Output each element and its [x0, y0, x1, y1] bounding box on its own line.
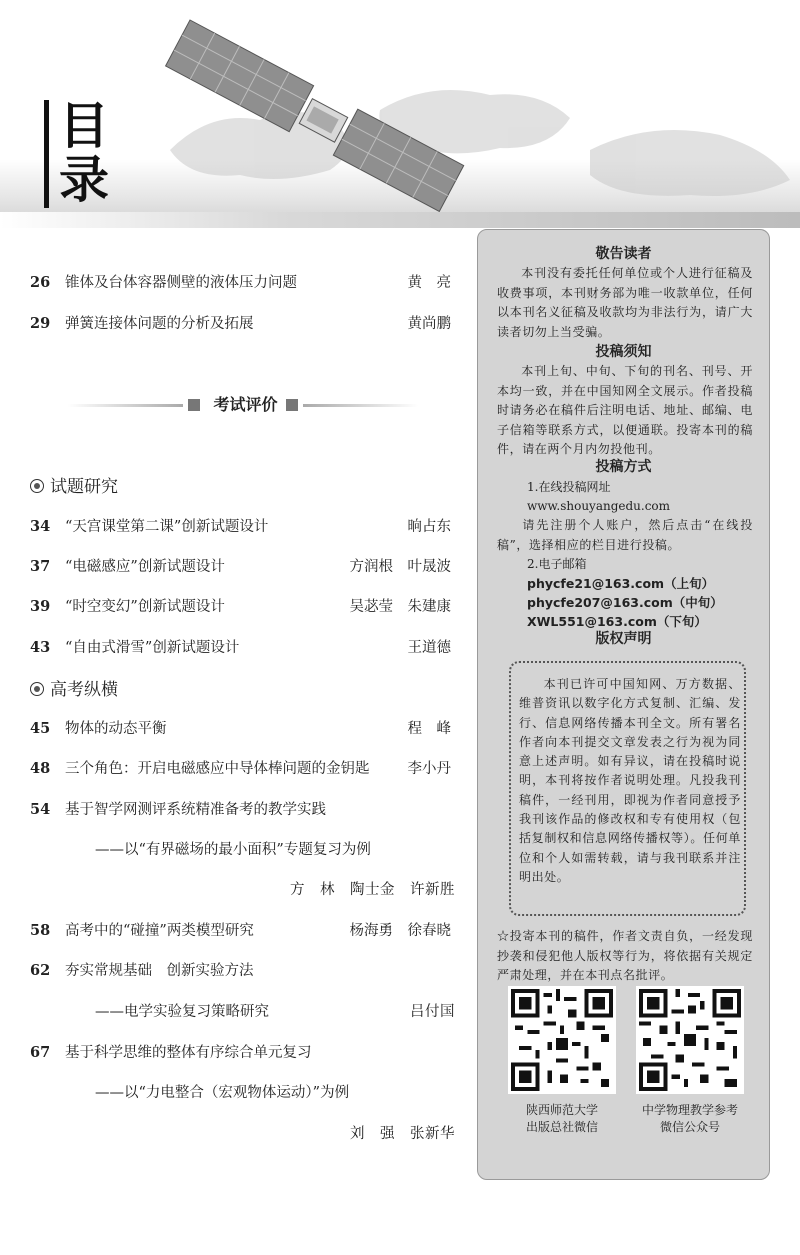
qr-code-journal[interactable] — [636, 986, 744, 1094]
toc-author: 方润根 叶晟波 — [349, 559, 451, 575]
method-title: 投稿方式 — [595, 459, 652, 475]
warning-text: ☆投寄本刊的稿件，作者文责自负，一经发现抄袭和侵犯他人版权等行为，将依据有关规定严肃处理，并在本刊点名批评。 — [497, 929, 753, 982]
bullet-circle-icon — [30, 479, 44, 493]
qr-code-icon — [511, 989, 613, 1091]
submit-title: 投稿须知 — [595, 344, 652, 360]
toc-author: 杨海勇 徐春晓 — [349, 923, 451, 939]
toc-title: “天宫课堂第二课”创新试题设计 — [65, 519, 269, 535]
toc-author: 李小丹 — [407, 761, 451, 777]
toc-title: 夯实常规基础 创新实验方法 — [65, 963, 254, 979]
toc-author: 黄 亮 — [407, 275, 451, 291]
toc-author: 程 峰 — [407, 721, 451, 737]
toc-entry[interactable] — [30, 756, 455, 782]
toc-author: 王道德 — [407, 640, 451, 656]
toc-author: 刘 强 张新华 — [350, 1126, 455, 1142]
toc-entry[interactable] — [30, 918, 455, 944]
toc-author: 吕付国 — [410, 1004, 455, 1020]
toc-title: “自由式滑雪”创新试题设计 — [65, 640, 240, 656]
toc-author: 黄尚鹏 — [407, 316, 451, 332]
toc-title: 基于智学网测评系统精准备考的教学实践 — [65, 802, 326, 818]
toc-subtitle: ——以“有界磁场的最小面积”专题复习为例 — [95, 842, 371, 858]
method-online-url[interactable]: www.shouyangedu.com — [527, 499, 671, 513]
banner-line-left — [68, 404, 183, 407]
toc-title: “电磁感应”创新试题设计 — [65, 559, 225, 575]
toc-page-number: 54 — [30, 801, 51, 818]
banner-square-right — [286, 399, 298, 411]
email-lower[interactable]: XWL551@163.com（下旬） — [527, 614, 707, 629]
page-title-char-1: 目 — [59, 97, 109, 155]
toc-entry[interactable] — [30, 635, 455, 661]
toc-title: 高考中的“碰撞”两类模型研究 — [65, 923, 254, 939]
toc-entry[interactable] — [30, 1040, 455, 1066]
toc-page-number: 39 — [30, 598, 51, 615]
toc-entry[interactable] — [30, 797, 455, 823]
section-heading-research — [30, 474, 118, 500]
email-middle[interactable]: phycfe207@163.com（中旬） — [527, 595, 723, 610]
method-online-desc: 请先注册个人账户，然后点击“在线投稿”，选择相应的栏目进行投稿。 — [497, 518, 753, 552]
toc-page-number: 45 — [30, 720, 51, 737]
toc-page-number: 67 — [30, 1044, 51, 1061]
toc-title: 物体的动态平衡 — [65, 721, 167, 737]
email-upper[interactable]: phycfe21@163.com（上旬） — [527, 576, 715, 591]
section-heading-text: 试题研究 — [50, 477, 118, 497]
banner-title: 考试评价 — [213, 395, 278, 414]
satellite-world-illustration — [150, 0, 800, 215]
exam-section-banner — [68, 392, 418, 418]
banner-square-left — [188, 399, 200, 411]
toc-entry[interactable] — [30, 554, 455, 580]
qr-caption-line: 中学物理教学参考 — [641, 1103, 738, 1117]
toc-title: “时空变幻”创新试题设计 — [65, 599, 225, 615]
method-online-label: 1.在线投稿网址 — [527, 480, 611, 494]
banner-line-right — [303, 404, 418, 407]
toc-author: 晌占东 — [407, 519, 451, 535]
toc-entry[interactable] — [30, 311, 455, 337]
notice-body: 本刊没有委托任何单位或个人进行征稿及收费事项，本刊财务部为唯一收款单位，任何以本刊名义征稿及收款均为非法行为，请广大读者切勿上当受骗。 — [497, 266, 753, 339]
title-bar-decoration — [44, 100, 49, 208]
toc-entry[interactable] — [30, 514, 455, 540]
submit-body: 本刊上旬、中旬、下旬的刊名、刊号、开本均一致，并在中国知网全文展示。作者投稿时请务必在稿件后注明电话、地址、邮编、电子信箱等联系方式，以便通联。投寄本刊的稿件，请在两个月内勿投他刊。 — [497, 364, 753, 456]
toc-title: 弹簧连接体问题的分析及拓展 — [65, 316, 254, 332]
toc-title: 基于科学思维的整体有序综合单元复习 — [65, 1045, 312, 1061]
qr-code-icon — [639, 989, 741, 1091]
qr-caption-line: 出版总社微信 — [525, 1120, 598, 1134]
toc-entry[interactable] — [30, 270, 455, 296]
toc-page-number: 62 — [30, 962, 51, 979]
page-title-char-2: 录 — [59, 151, 109, 209]
section-heading-text: 高考纵横 — [50, 680, 118, 700]
toc-entry[interactable] — [30, 958, 455, 984]
toc-author: 吴苾莹 朱建康 — [349, 599, 451, 615]
toc-page-number: 34 — [30, 518, 51, 535]
toc-page-number: 58 — [30, 922, 51, 939]
bullet-circle-icon — [30, 682, 44, 696]
toc-subtitle: ——以“力电整合（宏观物体运动）”为例 — [95, 1085, 350, 1101]
toc-title: 锥体及台体容器侧壁的液体压力问题 — [65, 275, 297, 291]
copyright-title: 版权声明 — [595, 631, 652, 647]
qr-caption-publisher — [494, 1102, 630, 1136]
toc-page-number: 43 — [30, 639, 51, 656]
toc-entry[interactable] — [30, 594, 455, 620]
toc-author: 方 林 陶士金 许新胜 — [290, 882, 455, 898]
toc-entry[interactable] — [30, 716, 455, 742]
qr-code-publisher[interactable] — [508, 986, 616, 1094]
toc-title: 三个角色：开启电磁感应中导体棒问题的金钥匙 — [65, 761, 370, 777]
qr-caption-line: 陕西师范大学 — [525, 1103, 598, 1117]
toc-subtitle: ——电学实验复习策略研究 — [95, 1004, 269, 1020]
copyright-body: 本刊已许可中国知网、万方数据、维普资讯以数字化方式复制、汇编、发行、信息网络传播本刊全文。所有署名作者向本刊提交文章发表之行为视为同意上述声明。如有异议，请在投稿时说明，本刊将按作者说明处理。凡投我刊稿件，一经刊用，即视为作者同意授予我刊该作品的修改权和专有使用权（包括复制权和信息网络传播权等）。任何单位和个人如需转载，请与我刊联系并注明出处。 — [519, 677, 741, 884]
toc-page-number: 48 — [30, 760, 51, 777]
toc-page-number: 29 — [30, 315, 51, 332]
qr-caption-line: 微信公众号 — [659, 1120, 720, 1134]
header-strip — [0, 212, 800, 228]
method-email-label: 2.电子邮箱 — [527, 557, 587, 571]
toc-page-number: 37 — [30, 558, 51, 575]
toc-page-number: 26 — [30, 274, 51, 291]
notice-title: 敬告读者 — [595, 246, 652, 262]
section-heading-gaokao — [30, 677, 118, 703]
qr-caption-journal — [622, 1102, 758, 1136]
